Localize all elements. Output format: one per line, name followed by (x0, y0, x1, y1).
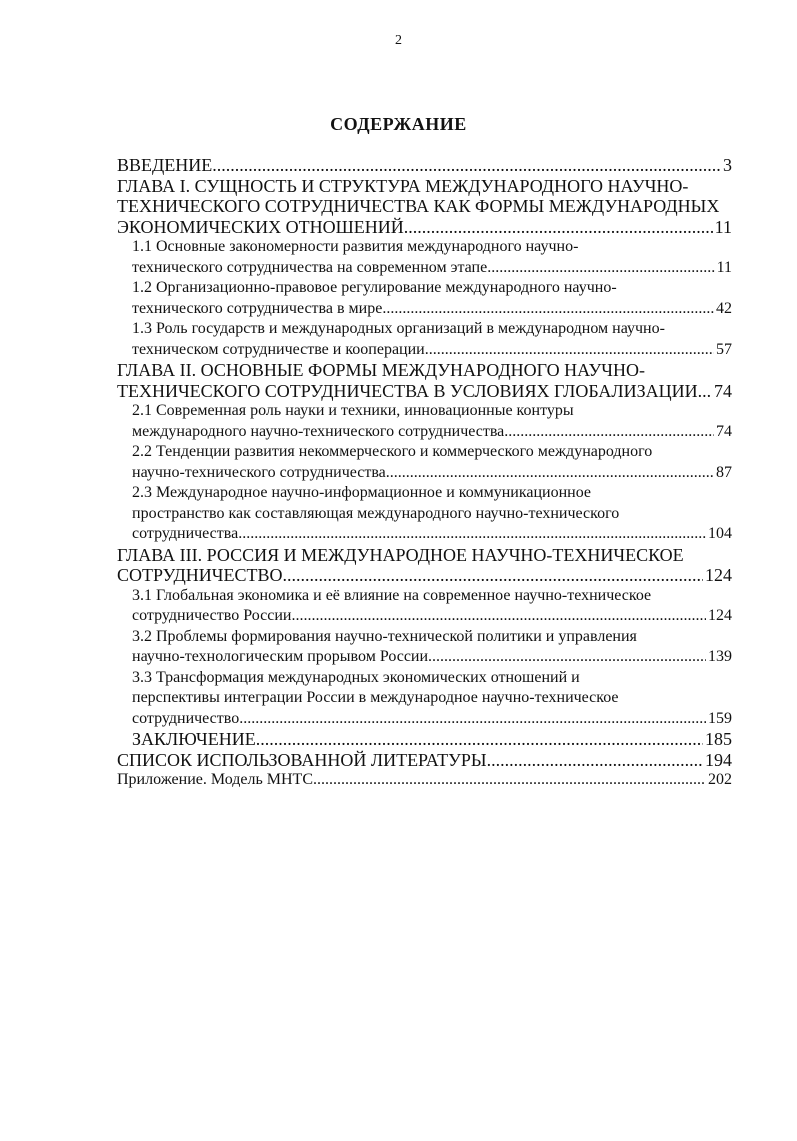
toc-entry-leader-line (117, 565, 732, 586)
toc-entry-title: технического сотрудничества на современном этапе (132, 258, 488, 276)
toc-entry-page: 124 (705, 565, 732, 585)
toc-entry-title: ЗАКЛЮЧЕНИЕ (132, 729, 256, 749)
toc-entry-title: научно-технологическим прорывом России (132, 648, 429, 665)
page-title: СОДЕРЖАНИЕ (330, 114, 467, 134)
toc-entry (117, 729, 732, 750)
toc-entry-page: 139 (708, 648, 732, 665)
toc-entry-line: 2.1 Современная роль науки и техники, инновационные контуры (132, 402, 574, 419)
toc-entry (117, 545, 732, 586)
toc-entry-leader-line (132, 422, 732, 443)
toc-entry-line: ГЛАВА II. ОСНОВНЫЕ ФОРМЫ МЕЖДУНАРОДНОГО НАУЧНО- (117, 360, 645, 380)
toc-entry-page: 124 (708, 607, 732, 624)
toc-entry (117, 668, 732, 730)
toc-entry-line: ГЛАВА I. СУЩНОСТЬ И СТРУКТУРА МЕЖДУНАРОДНОГО НАУЧНО- (117, 175, 689, 196)
table-of-contents (117, 155, 732, 791)
toc-entry-leader-line (132, 524, 732, 545)
toc-entry-page: 57 (716, 340, 732, 358)
toc-entry-line: ТЕХНИЧЕСКОГО СОТРУДНИЧЕСТВА КАК ФОРМЫ МЕЖДУНАРОДНЫХ (117, 196, 720, 216)
toc-entry-title: ТЕХНИЧЕСКОГО СОТРУДНИЧЕСТВА В УСЛОВИЯХ ГЛОБАЛИЗАЦИИ (117, 380, 698, 401)
toc-entry-leader-line (132, 340, 732, 361)
toc-entry-leader-line (117, 155, 732, 176)
dot-leader (212, 155, 721, 176)
toc-entry (117, 750, 732, 771)
page-number: 2 (395, 33, 402, 48)
toc-entry-leader-line (132, 647, 732, 668)
toc-entry-line: 2.3 Международное научно-информационное и коммуникационное (132, 484, 591, 501)
toc-entry-title: сотрудничества (132, 525, 239, 542)
toc-entry-page: 42 (716, 299, 732, 317)
toc-entry-leader-line (132, 463, 732, 484)
dot-leader (428, 647, 706, 668)
toc-entry-title: сотрудничество (132, 709, 240, 727)
toc-entry (117, 483, 732, 545)
toc-entry (117, 237, 732, 278)
toc-entry-page: 194 (705, 749, 732, 770)
toc-entry-leader-line (132, 606, 732, 627)
dot-leader (425, 340, 714, 361)
dot-leader (313, 770, 706, 791)
toc-entry (117, 627, 732, 668)
toc-entry-page: 87 (716, 463, 732, 481)
toc-entry (117, 770, 732, 791)
toc-entry-line: 1.2 Организационно-правовое регулирование международного научно- (132, 279, 617, 296)
toc-entry-line: 3.3 Трансформация международных экономических отношений и (132, 668, 580, 686)
toc-entry-title: ВВЕДЕНИЕ (117, 155, 213, 175)
toc-entry (117, 442, 732, 483)
toc-entry-page: 104 (708, 525, 732, 542)
toc-entry-title: Приложение. Модель МНТС (117, 771, 313, 788)
toc-entry-leader-line (117, 750, 732, 771)
toc-entry-line: 2.2 Тенденции развития некоммерческого и коммерческого международного (132, 443, 653, 460)
dot-leader (282, 565, 703, 586)
dot-leader (238, 524, 706, 545)
toc-entry-page: 11 (716, 258, 732, 276)
toc-entry-line: ГЛАВА III. РОССИЯ И МЕЖДУНАРОДНОЕ НАУЧНО-ТЕХНИЧЕСКОЕ (117, 544, 684, 565)
toc-entry-title: технического сотрудничества в мире (132, 299, 383, 317)
toc-entry-title: сотрудничество России (132, 607, 292, 624)
toc-entry-line: перспективы интеграции России в международное научно-техническое (132, 689, 619, 706)
toc-entry-leader-line (117, 381, 732, 402)
dot-leader (504, 422, 714, 443)
dot-leader (487, 258, 714, 279)
toc-entry-leader-line (117, 217, 732, 238)
dot-leader (291, 606, 706, 627)
dot-leader (386, 463, 714, 484)
toc-entry-title: международного научно-технического сотрудничества (132, 422, 505, 440)
toc-entry-page: 3 (723, 155, 732, 175)
dot-leader (698, 381, 712, 402)
toc-entry-title: ЭКОНОМИЧЕСКИХ ОТНОШЕНИЙ (117, 216, 404, 237)
dot-leader (239, 709, 706, 730)
toc-entry-title: техническом сотрудничестве и кооперации (132, 340, 425, 358)
toc-entry-leader-line (132, 709, 732, 730)
toc-entry-page: 185 (705, 729, 732, 749)
toc-entry-line: 1.3 Роль государств и международных организаций в международном научно- (132, 320, 665, 337)
toc-entry (117, 278, 732, 319)
toc-entry-page: 11 (714, 216, 732, 237)
toc-entry (117, 360, 732, 401)
toc-entry-page: 74 (716, 422, 732, 440)
dot-leader (487, 750, 703, 771)
dot-leader (256, 729, 703, 750)
toc-entry (117, 401, 732, 442)
toc-entry (117, 319, 732, 360)
toc-entry-leader-line (132, 299, 732, 320)
toc-entry (117, 586, 732, 627)
dot-leader (382, 299, 714, 320)
toc-entry-title: СПИСОК ИСПОЛЬЗОВАННОЙ ЛИТЕРАТУРЫ (117, 749, 487, 770)
toc-entry-leader-line (132, 258, 732, 279)
toc-entry-line: 3.2 Проблемы формирования научно-технической политики и управления (132, 627, 637, 645)
toc-entry-page: 159 (708, 709, 732, 727)
toc-entry (117, 155, 732, 176)
toc-entry-leader-line (117, 770, 732, 791)
toc-entry-line: пространство как составляющая международного научно-технического (132, 504, 620, 522)
toc-entry (117, 176, 732, 238)
toc-entry-page: 202 (708, 771, 732, 788)
toc-entry-leader-line (132, 729, 732, 750)
toc-entry-title: СОТРУДНИЧЕСТВО (117, 565, 283, 585)
dot-leader (404, 217, 713, 238)
toc-entry-line: 1.1 Основные закономерности развития международного научно- (132, 238, 579, 255)
toc-entry-page: 74 (714, 380, 732, 401)
toc-entry-title: научно-технического сотрудничества (132, 463, 386, 481)
toc-entry-line: 3.1 Глобальная экономика и её влияние на современное научно-техническое (132, 586, 652, 604)
